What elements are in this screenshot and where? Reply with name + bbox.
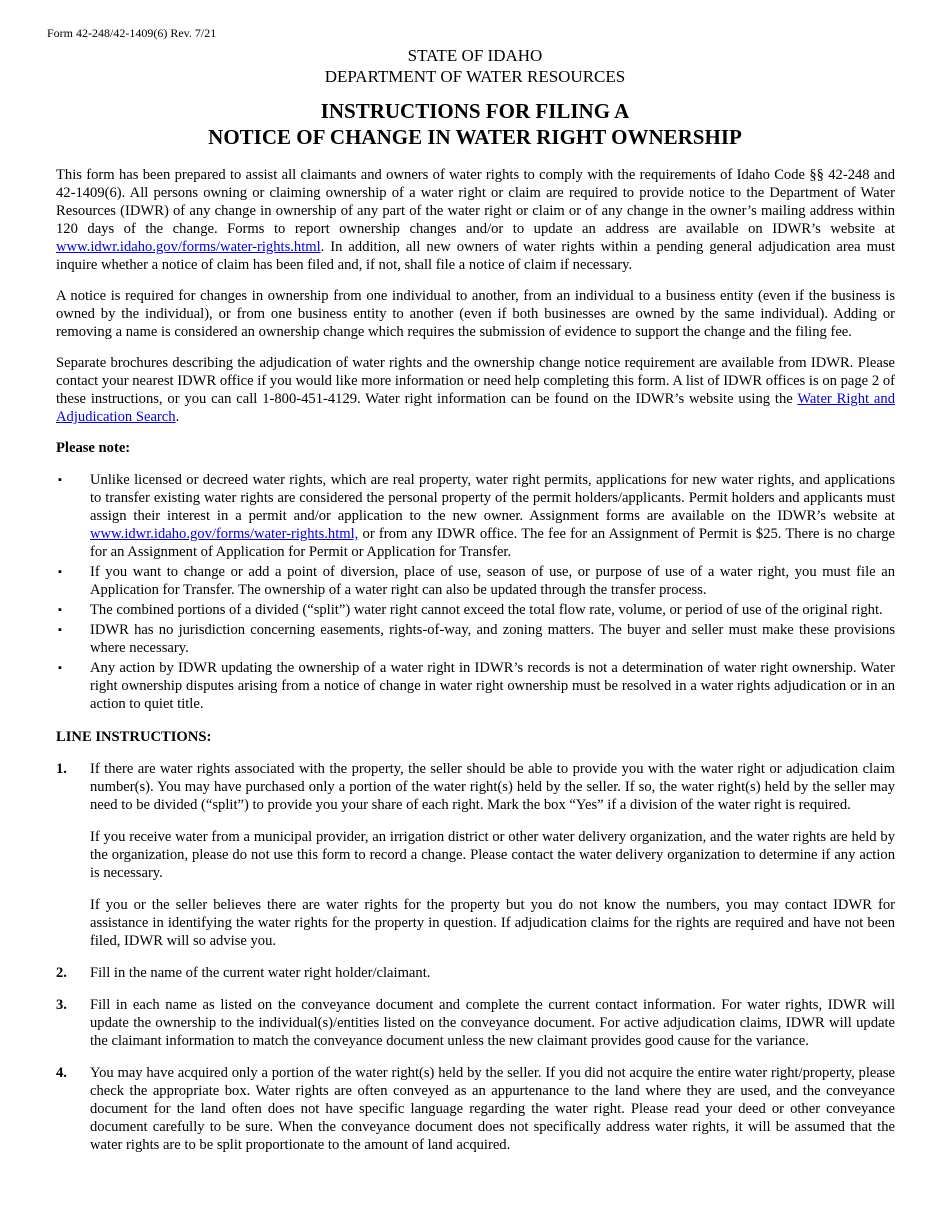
instruction-paragraph: You may have acquired only a portion of the water right(s) held by the seller. If you did not acquire the entire water right/property, please check the appropriate box. Water rights are often conveyed as an appurtenance to the land where they are used, and the conveyance document for the land often does not have specific language regarding the water right. Please read your deed or other conveyance document carefully to be sure. When the conveyance document does not specifically address water rights, it will be assumed that the water rights are to be split proportionate to the amount of land acquired. [90, 1065, 895, 1153]
square-bullet-icon: ▪ [58, 662, 62, 674]
line-instruction-1 [56, 760, 895, 950]
line-instructions-list [56, 760, 895, 1154]
line-number: 4. [56, 1065, 67, 1081]
note-item: ▪ Unlike licensed or decreed water rights, which are real property, water right permits, applications for new water rights, and applications to transfer existing water rights are considered the personal property of the permit holders/applicants. Permit holders and applicants must assign their interest in a permit and/or application to the new owner. Assignment forms are available on the IDWR’s website at www.idwr.idaho.gov/forms/water-rights.html, or from any IDWR office. The fee for an Assignment of Permit is $25. There is no charge for an Assignment of Application for Permit or Application for Transfer. [58, 472, 895, 560]
note-item: ▪ Any action by IDWR updating the ownership of a water right in IDWR’s records is not a determination of water right ownership. Water right ownership disputes arising from a notice of change in water right ownership must be resolved in a water rights adjudication or in an action to quiet title. [58, 660, 895, 712]
line-instruction-4 [56, 1064, 895, 1154]
note-item: ▪ If you want to change or add a point of diversion, place of use, season of use, or purpose of use of a water right, you must file an Application for Transfer. The ownership of a water right can also be updated through the transfer process. [58, 564, 895, 598]
intro-paragraph-1: This form has been prepared to assist all claimants and owners of water rights to comply with the requirements of Idaho Code §§ 42-248 and 42-1409(6). All persons owning or claiming ownership of a water right or claim are required to provide notice to the Department of Water Resources (IDWR) of any change in ownership of any part of the water right or claim or of any change in the owner’s mailing address within 120 days of the change. Forms to report ownership changes and/or to update an address are available on IDWR’s website at www.idwr.idaho.gov/forms/water-rights.html. In addition, all new owners of water rights within a pending general adjudication area must inquire whether a notice of claim has been filed and, if not, shall file a notice of claim if necessary. [56, 167, 895, 273]
instruction-paragraph: Fill in the name of the current water right holder/claimant. [90, 965, 431, 981]
note-item: ▪ IDWR has no jurisdiction concerning easements, rights-of-way, and zoning matters. The buyer and seller must make these provisions where necessary. [58, 622, 895, 656]
title-line-1: INSTRUCTIONS FOR FILING A [320, 99, 630, 123]
note-item: ▪ The combined portions of a divided (“split”) water right cannot exceed the total flow rate, volume, or period of use of the original right. [58, 602, 883, 618]
square-bullet-icon: ▪ [58, 624, 62, 636]
intro-paragraph-2: A notice is required for changes in ownership from one individual to another, from an individual to a business entity (even if the business is owned by the individual), or from one business entity to another (even if both businesses are owned by the same individual). Adding or removing a name is considered an ownership change which requires the submission of evidence to support the change and the filing fee. [56, 288, 895, 340]
please-note-heading: Please note: [56, 440, 131, 456]
instructions-body [56, 166, 895, 1168]
water-right-search-link[interactable]: Water Right and Adjudication Search [56, 391, 895, 425]
intro-paragraph-3: Separate brochures describing the adjudication of water rights and the ownership change notice requirement are available from IDWR. Please contact your nearest IDWR office if you would like more information or need help completing this form. A list of IDWR offices is on page 2 of these instructions, or you can call 1-800-451-4129. Water right information can be found on the IDWR’s website using the Water Right and Adjudication Search. [56, 355, 895, 425]
line-number: 1. [56, 761, 67, 777]
line-number: 3. [56, 997, 67, 1013]
state-name: STATE OF IDAHO [407, 46, 543, 65]
instruction-paragraph: Fill in each name as listed on the conveyance document and complete the current contact information. For water rights, IDWR will update the ownership to the individual(s)/entities listed on the conveyance document. For active adjudication claims, IDWR will update the claimant information to match the conveyance document unless the new claimant provides good cause for the variance. [90, 997, 895, 1049]
line-instruction-2 [56, 964, 895, 982]
square-bullet-icon: ▪ [58, 566, 62, 578]
title-line-2: NOTICE OF CHANGE IN WATER RIGHT OWNERSHIP [208, 125, 742, 149]
square-bullet-icon: ▪ [58, 604, 62, 616]
assignment-forms-link[interactable]: www.idwr.idaho.gov/forms/water-rights.html, [90, 526, 359, 542]
forms-website-link[interactable]: www.idwr.idaho.gov/forms/water-rights.html [56, 239, 321, 255]
instruction-paragraph: If you or the seller believes there are water rights for the property but you do not know the numbers, you may contact IDWR for assistance in identifying the water rights for the property in question. If adjudication claims for the rights are required and have not been filed, IDWR will so advise you. [90, 897, 895, 949]
instruction-paragraph: If there are water rights associated with the property, the seller should be able to provide you with the water right or adjudication claim number(s). You may have purchased only a portion of the water right(s) held by the seller. If so, the water right(s) held by the seller may need to be divided (“split”) to provide you your share of each right. Mark the box “Yes” if a division of the water right is required. [90, 761, 895, 813]
line-instruction-3 [56, 996, 895, 1050]
square-bullet-icon: ▪ [58, 474, 62, 486]
department-name: DEPARTMENT OF WATER RESOURCES [324, 67, 626, 86]
line-number: 2. [56, 965, 67, 981]
instruction-paragraph: If you receive water from a municipal provider, an irrigation district or other water delivery organization, and the water rights are held by the organization, please do not use this form to record a change. Please contact the water delivery organization to determine if any action is necessary. [90, 829, 895, 881]
page-title [0, 98, 950, 150]
agency-header [0, 45, 950, 87]
please-note-list [56, 471, 895, 713]
form-id: Form 42-248/42-1409(6) Rev. 7/21 [47, 26, 217, 40]
line-instructions-heading: LINE INSTRUCTIONS: [56, 729, 212, 745]
